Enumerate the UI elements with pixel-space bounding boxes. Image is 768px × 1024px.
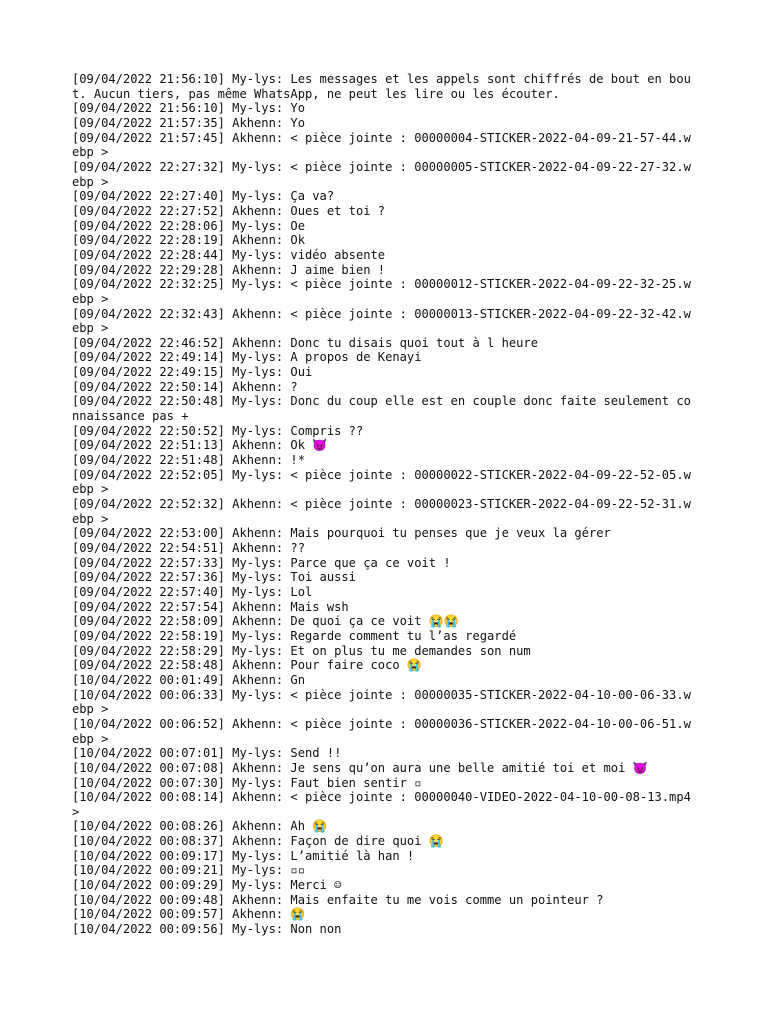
chat-message-line: [09/04/2022 22:28:06] My-lys: Oe [72,218,305,233]
chat-message-line: [09/04/2022 22:58:48] Akhenn: Pour faire coco 😭 [72,658,422,673]
chat-message-line: [09/04/2022 22:53:00] Akhenn: Mais pourquoi tu penses que je veux la gérer [72,526,611,541]
chat-message-line: [10/04/2022 00:08:37] Akhenn: Façon de dire quoi 😭 [72,834,444,849]
chat-message-line: [10/04/2022 00:09:29] My-lys: Merci ☺ [72,878,342,893]
chat-message-line: [09/04/2022 22:54:51] Akhenn: ?? [72,541,305,555]
chat-message-line: [09/04/2022 22:52:05] My-lys: < pièce jointe : 00000022-STICKER-2022-04-09-22-52-05.webp > [72,467,691,497]
chat-message-line: [09/04/2022 22:32:25] My-lys: < pièce jointe : 00000012-STICKER-2022-04-09-22-32-25.webp > [72,277,691,306]
chat-message-line: [09/04/2022 22:27:52] Akhenn: Oues et toi ? [72,203,386,218]
chat-message-line: [09/04/2022 22:58:09] Akhenn: De quoi ça ce voit 😭😭 [72,614,459,629]
chat-message-line: [09/04/2022 22:49:14] My-lys: A propos de Kenayi [72,350,422,365]
chat-message-line: [10/04/2022 00:07:08] Akhenn: Je sens qu’on aura une belle amitié toi et moi 😈 [72,760,648,775]
chat-message-line: [09/04/2022 22:51:13] Akhenn: Ok 😈 [72,438,328,453]
chat-message-line: [10/04/2022 00:08:14] Akhenn: < pièce jointe : 00000040-VIDEO-2022-04-10-00-08-13.mp4 > [72,790,699,819]
chat-message-line: [09/04/2022 22:58:19] My-lys: Regarde comment tu l’as regardé [72,628,517,643]
chat-message-line: [10/04/2022 00:09:57] Akhenn: 😭 [72,907,306,922]
chat-message-line: [10/04/2022 00:09:21] My-lys: ▫▫ [72,863,305,878]
chat-message-line: [09/04/2022 22:50:48] My-lys: Donc du coup elle est en couple donc faite seulement connaissance pas + [72,394,691,424]
chat-message-line: [10/04/2022 00:08:26] Akhenn: Ah 😭 [72,819,328,834]
chat-message-line: [09/04/2022 22:57:36] My-lys: Toi aussi [72,570,356,585]
chat-message-line: [10/04/2022 00:06:33] My-lys: < pièce jointe : 00000035-STICKER-2022-04-10-00-06-33.webp > [72,687,691,717]
chat-message-line: [10/04/2022 00:09:56] My-lys: Non non [72,922,342,937]
chat-message-line: [09/04/2022 22:51:48] Akhenn: !* [72,453,305,468]
chat-message-line: [10/04/2022 00:09:48] Akhenn: Mais enfaite tu me vois comme un pointeur ? [72,892,604,907]
chat-message-line: [10/04/2022 00:09:17] My-lys: L’amitié là han ! [72,848,415,863]
document-page [72,72,699,937]
chat-message-line: [10/04/2022 00:01:49] Akhenn: Gn [72,672,305,687]
chat-message-line: [09/04/2022 22:57:54] Akhenn: Mais wsh [72,599,349,614]
chat-message-line: [10/04/2022 00:06:52] Akhenn: < pièce jointe : 00000036-STICKER-2022-04-10-00-06-51.webp > [72,716,691,746]
chat-message-line: [09/04/2022 22:57:40] My-lys: Lol [72,584,313,599]
chat-message-line: [09/04/2022 22:32:43] Akhenn: < pièce jointe : 00000013-STICKER-2022-04-09-22-32-42.webp > [72,306,691,336]
chat-transcript [72,72,699,937]
chat-message-line: [09/04/2022 22:50:14] Akhenn: ? [72,379,298,394]
chat-message-line: [10/04/2022 00:07:30] My-lys: Faut bien sentir ▫ [72,775,422,790]
chat-message-line: [09/04/2022 21:57:45] Akhenn: < pièce jointe : 00000004-STICKER-2022-04-09-21-57-44.webp > [72,130,691,160]
chat-message-line: [09/04/2022 22:57:33] My-lys: Parce que ça ce voit ! [72,555,451,570]
chat-message-line: [09/04/2022 22:28:44] My-lys: vidéo absente [72,247,386,262]
chat-message-line: [09/04/2022 22:49:15] My-lys: Oui [72,365,313,380]
chat-message-line: [09/04/2022 22:58:29] My-lys: Et on plus tu me demandes son num [72,643,531,658]
chat-message-line: [09/04/2022 22:27:40] My-lys: Ça va? [72,189,335,204]
chat-message-line: [09/04/2022 22:29:28] Akhenn: J aime bien ! [72,262,386,277]
chat-message-line: [09/04/2022 21:57:35] Akhenn: Yo [72,115,305,130]
chat-message-line: [09/04/2022 22:46:52] Akhenn: Donc tu disais quoi tout à l heure [72,335,538,350]
chat-message-line: [09/04/2022 22:50:52] My-lys: Compris ?? [72,423,364,438]
chat-message-line: [09/04/2022 22:27:32] My-lys: < pièce jointe : 00000005-STICKER-2022-04-09-22-27-32.webp > [72,159,691,189]
chat-message-line: [09/04/2022 21:56:10] My-lys: Yo [72,101,305,116]
chat-message-line: [09/04/2022 22:52:32] Akhenn: < pièce jointe : 00000023-STICKER-2022-04-09-22-52-31.webp > [72,497,691,526]
chat-message-line: [10/04/2022 00:07:01] My-lys: Send !! [72,746,342,761]
chat-message-line: [09/04/2022 21:56:10] My-lys: Les messages et les appels sont chiffrés de bout en bout. Aucun tiers, pas même WhatsApp, ne peut les lire ou les écouter. [72,72,691,101]
chat-message-line: [09/04/2022 22:28:19] Akhenn: Ok [72,233,305,248]
